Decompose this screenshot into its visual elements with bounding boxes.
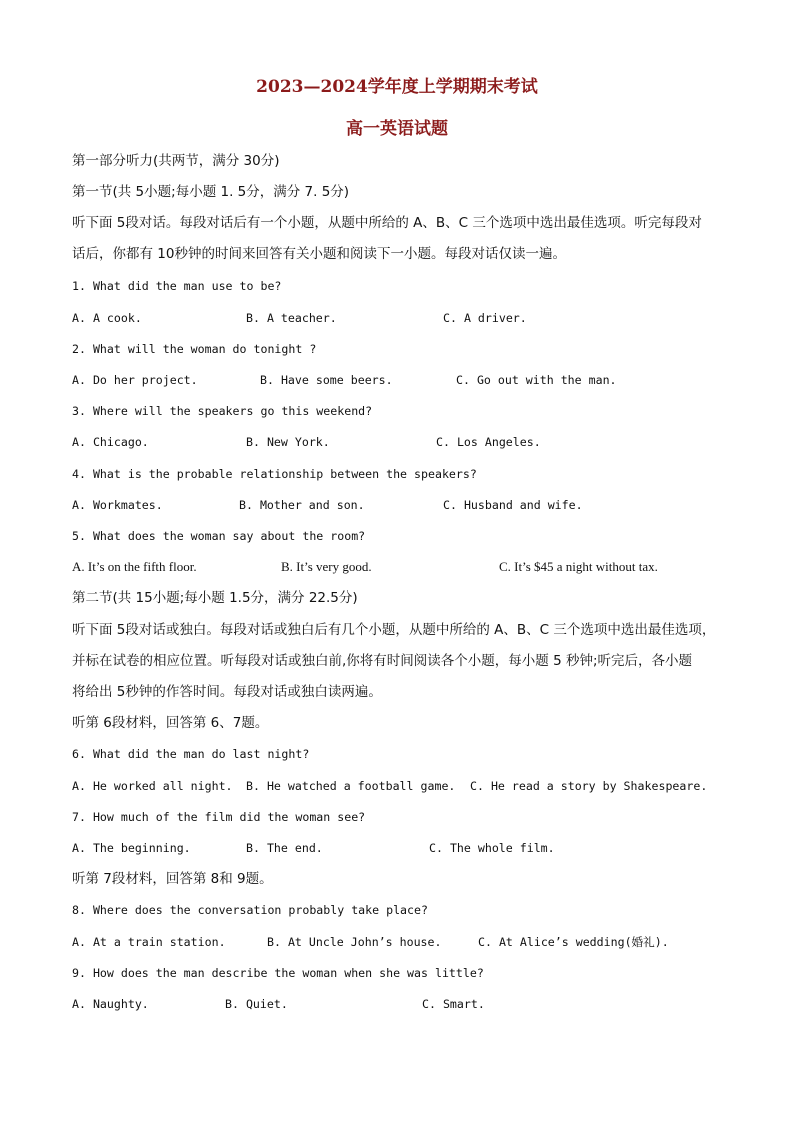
question-6-stem: 6. What did the man do last night?	[72, 747, 310, 761]
question-6-option-b: B. He watched a football game.	[246, 779, 456, 793]
exam-subtitle: 高一英语试题	[346, 119, 448, 139]
question-3-option-b: B. New York.	[246, 435, 330, 449]
question-1-option-c: C. A driver.	[443, 311, 527, 325]
question-1-option-b: B. A teacher.	[246, 311, 337, 325]
exam-title: 2023—2024学年度上学期期末考试	[256, 77, 538, 97]
question-5-option-c: C. It’s $45 a night without tax.	[499, 559, 658, 574]
question-7-option-b: B. The end.	[246, 841, 323, 855]
question-7-stem: 7. How much of the film did the woman see?	[72, 810, 366, 824]
question-9-option-b: B. Quiet.	[225, 997, 288, 1011]
material-7-note: 听第 7段材料，回答第 8和 9题。	[72, 871, 273, 887]
section2-instructions-line3: 将给出 5秒钟的作答时间。每段对话或独白读两遍。	[72, 684, 382, 700]
material-6-note: 听第 6段材料，回答第 6、7题。	[72, 715, 269, 731]
section2-heading: 第二节(共 15小题;每小题 1.5分，满分 22.5分)	[72, 590, 358, 606]
question-3-option-a: A. Chicago.	[72, 435, 149, 449]
question-8-option-c: C. At Alice’s wedding(婚礼).	[478, 935, 669, 949]
question-3-option-c: C. Los Angeles.	[436, 435, 541, 449]
question-4-option-a: A. Workmates.	[72, 498, 163, 512]
question-8-option-b: B. At Uncle John’s house.	[267, 935, 442, 949]
question-5-option-b: B. It’s very good.	[281, 559, 372, 574]
question-2-option-c: C. Go out with the man.	[456, 373, 617, 387]
question-4-option-c: C. Husband and wife.	[443, 498, 583, 512]
question-7-option-c: C. The whole film.	[429, 841, 555, 855]
question-2-option-b: B. Have some beers.	[260, 373, 393, 387]
section2-instructions-line1: 听下面 5段对话或独白。每段对话或独白后有几个小题，从题中所给的 A、B、C 三个选项中选出最佳选项，	[72, 622, 716, 638]
question-1-stem: 1. What did the man use to be?	[72, 279, 282, 293]
part1-heading: 第一部分听力(共两节，满分 30分)	[72, 153, 280, 169]
section1-instructions-line2: 话后，你都有 10秒钟的时间来回答有关小题和阅读下一小题。每段对话仅读一遍。	[72, 246, 566, 262]
question-1-option-a: A. A cook.	[72, 311, 142, 325]
question-8-option-a: A. At a train station.	[72, 935, 226, 949]
question-9-stem: 9. How does the man describe the woman when she was little?	[72, 966, 484, 980]
section1-heading: 第一节(共 5小题;每小题 1. 5分，满分 7. 5分)	[72, 184, 350, 200]
question-3-stem: 3. Where will the speakers go this weekend?	[72, 404, 373, 418]
question-2-option-a: A. Do her project.	[72, 373, 198, 387]
question-7-option-a: A. The beginning.	[72, 841, 191, 855]
section1-instructions-line1: 听下面 5段对话。每段对话后有一个小题，从题中所给的 A、B、C 三个选项中选出最佳选项。听完每段对	[72, 215, 702, 231]
question-8-stem: 8. Where does the conversation probably take place?	[72, 903, 428, 917]
question-9-option-a: A. Naughty.	[72, 997, 149, 1011]
question-6-option-c: C. He read a story by Shakespeare.	[470, 779, 708, 793]
question-2-stem: 2. What will the woman do tonight ?	[72, 342, 317, 356]
question-5-stem: 5. What does the woman say about the room?	[72, 529, 366, 543]
section2-instructions-line2: 并标在试卷的相应位置。听每段对话或独白前,你将有时间阅读各个小题，每小题 5 秒钟;听完后，各小题	[72, 653, 693, 669]
question-5-option-a: A. It’s on the fifth floor.	[72, 559, 197, 574]
question-9-option-c: C. Smart.	[422, 997, 485, 1011]
question-4-stem: 4. What is the probable relationship between the speakers?	[72, 467, 477, 481]
question-4-option-b: B. Mother and son.	[239, 498, 365, 512]
question-6-option-a: A. He worked all night.	[72, 779, 233, 793]
